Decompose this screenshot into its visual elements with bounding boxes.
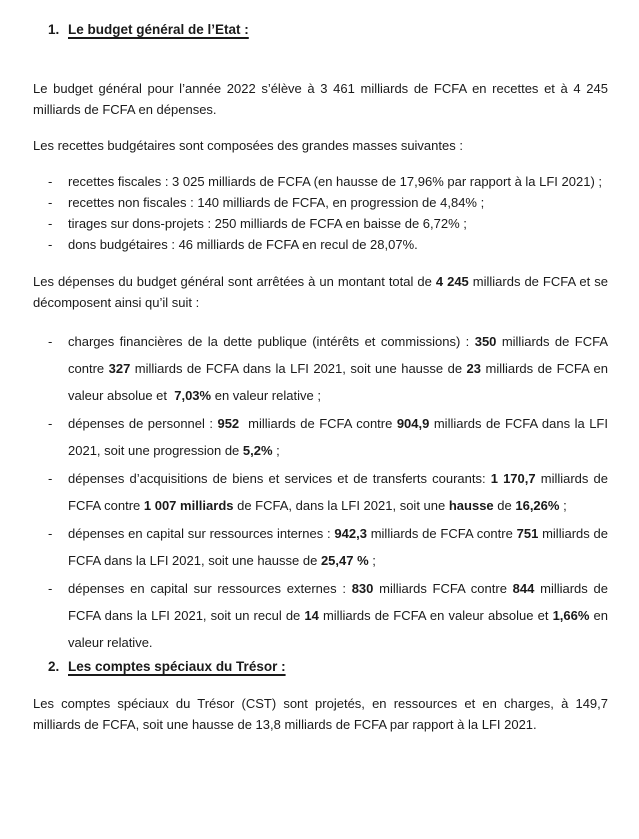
list-item bbox=[33, 410, 612, 464]
list-item-text bbox=[68, 581, 612, 650]
text-run: milliards de FCFA dans la LFI 2021, soit une hausse de bbox=[68, 526, 612, 568]
text-run: Les comptes spéciaux du Trésor (CST) sont projetés, en ressources et en charges, à 149,7 milliards de FCFA, soit une hausse de 13,8 milliards de FCFA par rapport à la LFI 2021. bbox=[33, 696, 612, 732]
bold-text: hausse bbox=[448, 498, 494, 513]
section-number: 2. bbox=[48, 659, 60, 674]
text-run: milliards de FCFA en valeur absolue et bbox=[318, 608, 553, 623]
bold-text: 1,66% bbox=[552, 608, 590, 623]
text-run: milliards de FCFA contre bbox=[239, 416, 397, 431]
bold-text: 327 bbox=[108, 361, 131, 376]
dash-bullet: - bbox=[48, 416, 53, 431]
bold-text: 350 bbox=[474, 334, 497, 349]
list-item-text bbox=[68, 526, 612, 568]
text-run: ; bbox=[272, 443, 280, 458]
bold-text: 1 007 milliards bbox=[143, 498, 234, 513]
text-run: en valeur relative ; bbox=[211, 388, 321, 403]
bold-text: 844 bbox=[512, 581, 535, 596]
text-run: dépenses en capital sur ressources externes : bbox=[68, 581, 352, 596]
text-run: de FCFA, dans la LFI 2021, soit une bbox=[233, 498, 449, 513]
text-run: ; bbox=[368, 553, 376, 568]
bold-text: 1 170,7 bbox=[490, 471, 536, 486]
dash-bullet: - bbox=[48, 581, 53, 596]
bold-text: 5,2% bbox=[242, 443, 273, 458]
dash-bullet: - bbox=[48, 334, 53, 349]
section-heading bbox=[33, 658, 608, 676]
paragraph bbox=[33, 135, 608, 156]
text-run: Le budget général pour l’année 2022 s’élève à 3 461 milliards de FCFA en recettes et à 4 245 milliards de FCFA en dépenses. bbox=[33, 81, 612, 117]
text-run: tirages sur dons-projets : 250 milliards de FCFA en baisse de 6,72% ; bbox=[68, 216, 467, 231]
dash-bullet: - bbox=[48, 237, 53, 252]
bullet-list bbox=[33, 171, 608, 255]
list-item bbox=[33, 520, 612, 574]
list-item-text bbox=[68, 416, 612, 458]
dash-bullet: - bbox=[48, 526, 53, 541]
document-content bbox=[33, 21, 612, 735]
dash-bullet: - bbox=[48, 471, 53, 486]
bold-text: 23 bbox=[466, 361, 482, 376]
list-item-text bbox=[68, 471, 612, 513]
bold-text: 16,26% bbox=[515, 498, 560, 513]
dash-bullet: - bbox=[48, 195, 53, 210]
text-run: dépenses de personnel : bbox=[68, 416, 218, 431]
bold-text: 830 bbox=[351, 581, 374, 596]
section-title: Les comptes spéciaux du Trésor : bbox=[68, 659, 286, 674]
text-run: ; bbox=[559, 498, 567, 513]
list-item-text bbox=[68, 195, 484, 210]
text-run: dépenses d’acquisitions de biens et services et de transferts courants: bbox=[68, 471, 491, 486]
paragraph bbox=[33, 78, 612, 120]
bold-text: 904,9 bbox=[396, 416, 430, 431]
text-run: milliards de FCFA dans la LFI 2021, soit une progression de bbox=[68, 416, 612, 458]
list-item-text bbox=[68, 237, 418, 252]
section-title: Le budget général de l’Etat : bbox=[68, 22, 249, 37]
paragraph bbox=[33, 693, 612, 735]
list-item-text bbox=[68, 334, 612, 403]
text-run: milliards de FCFA dans la LFI 2021, soit un recul de bbox=[68, 581, 612, 623]
list-item bbox=[33, 234, 608, 255]
dash-bullet: - bbox=[48, 216, 53, 231]
text-run: recettes non fiscales : 140 milliards de FCFA, en progression de 4,84% ; bbox=[68, 195, 485, 210]
section-number: 1. bbox=[48, 22, 60, 37]
dash-bullet: - bbox=[48, 174, 53, 189]
list-item bbox=[33, 192, 608, 213]
text-run: milliards de FCFA et se décomposent ainsi qu’il suit : bbox=[33, 274, 612, 310]
text-run: milliards de FCFA dans la LFI 2021, soit une hausse de bbox=[130, 361, 467, 376]
list-item-text bbox=[68, 174, 602, 189]
text-run: milliards de FCFA contre bbox=[68, 334, 612, 376]
list-item bbox=[33, 465, 612, 519]
text-run: milliards FCFA contre bbox=[373, 581, 513, 596]
bold-text: 942,3 bbox=[334, 526, 367, 541]
text-run: milliards de FCFA contre bbox=[366, 526, 517, 541]
text-run: milliards de FCFA contre bbox=[68, 471, 612, 513]
text-run: Les recettes budgétaires sont composées des grandes masses suivantes : bbox=[33, 138, 463, 153]
bold-text: 25,47 % bbox=[320, 553, 369, 568]
text-run: de bbox=[493, 498, 516, 513]
bold-text: 751 bbox=[516, 526, 539, 541]
text-run: Les dépenses du budget général sont arrêtées à un montant total de bbox=[33, 274, 436, 289]
text-run: dons budgétaires : 46 milliards de FCFA en recul de 28,07%. bbox=[68, 237, 418, 252]
text-run: en valeur relative. bbox=[68, 608, 612, 650]
paragraph bbox=[33, 271, 612, 313]
bold-text: 14 bbox=[304, 608, 319, 623]
text-run: dépenses en capital sur ressources internes : bbox=[68, 526, 335, 541]
list-item bbox=[33, 171, 608, 192]
list-item-text bbox=[68, 216, 467, 231]
list-item bbox=[33, 575, 612, 656]
text-run: charges financières de la dette publique (intérêts et commissions) : bbox=[68, 334, 475, 349]
list-item bbox=[33, 213, 608, 234]
bold-text: 4 245 bbox=[435, 274, 469, 289]
text-run: recettes fiscales : 3 025 milliards de FCFA (en hausse de 17,96% par rapport à la LFI 2021) ; bbox=[68, 174, 603, 189]
bold-text: 7,03% bbox=[174, 388, 212, 403]
bold-text: 952 bbox=[217, 416, 240, 431]
bullet-list bbox=[33, 328, 612, 656]
section-heading bbox=[33, 21, 608, 39]
list-item bbox=[33, 328, 612, 409]
text-run: milliards de FCFA en valeur absolue et bbox=[68, 361, 612, 403]
